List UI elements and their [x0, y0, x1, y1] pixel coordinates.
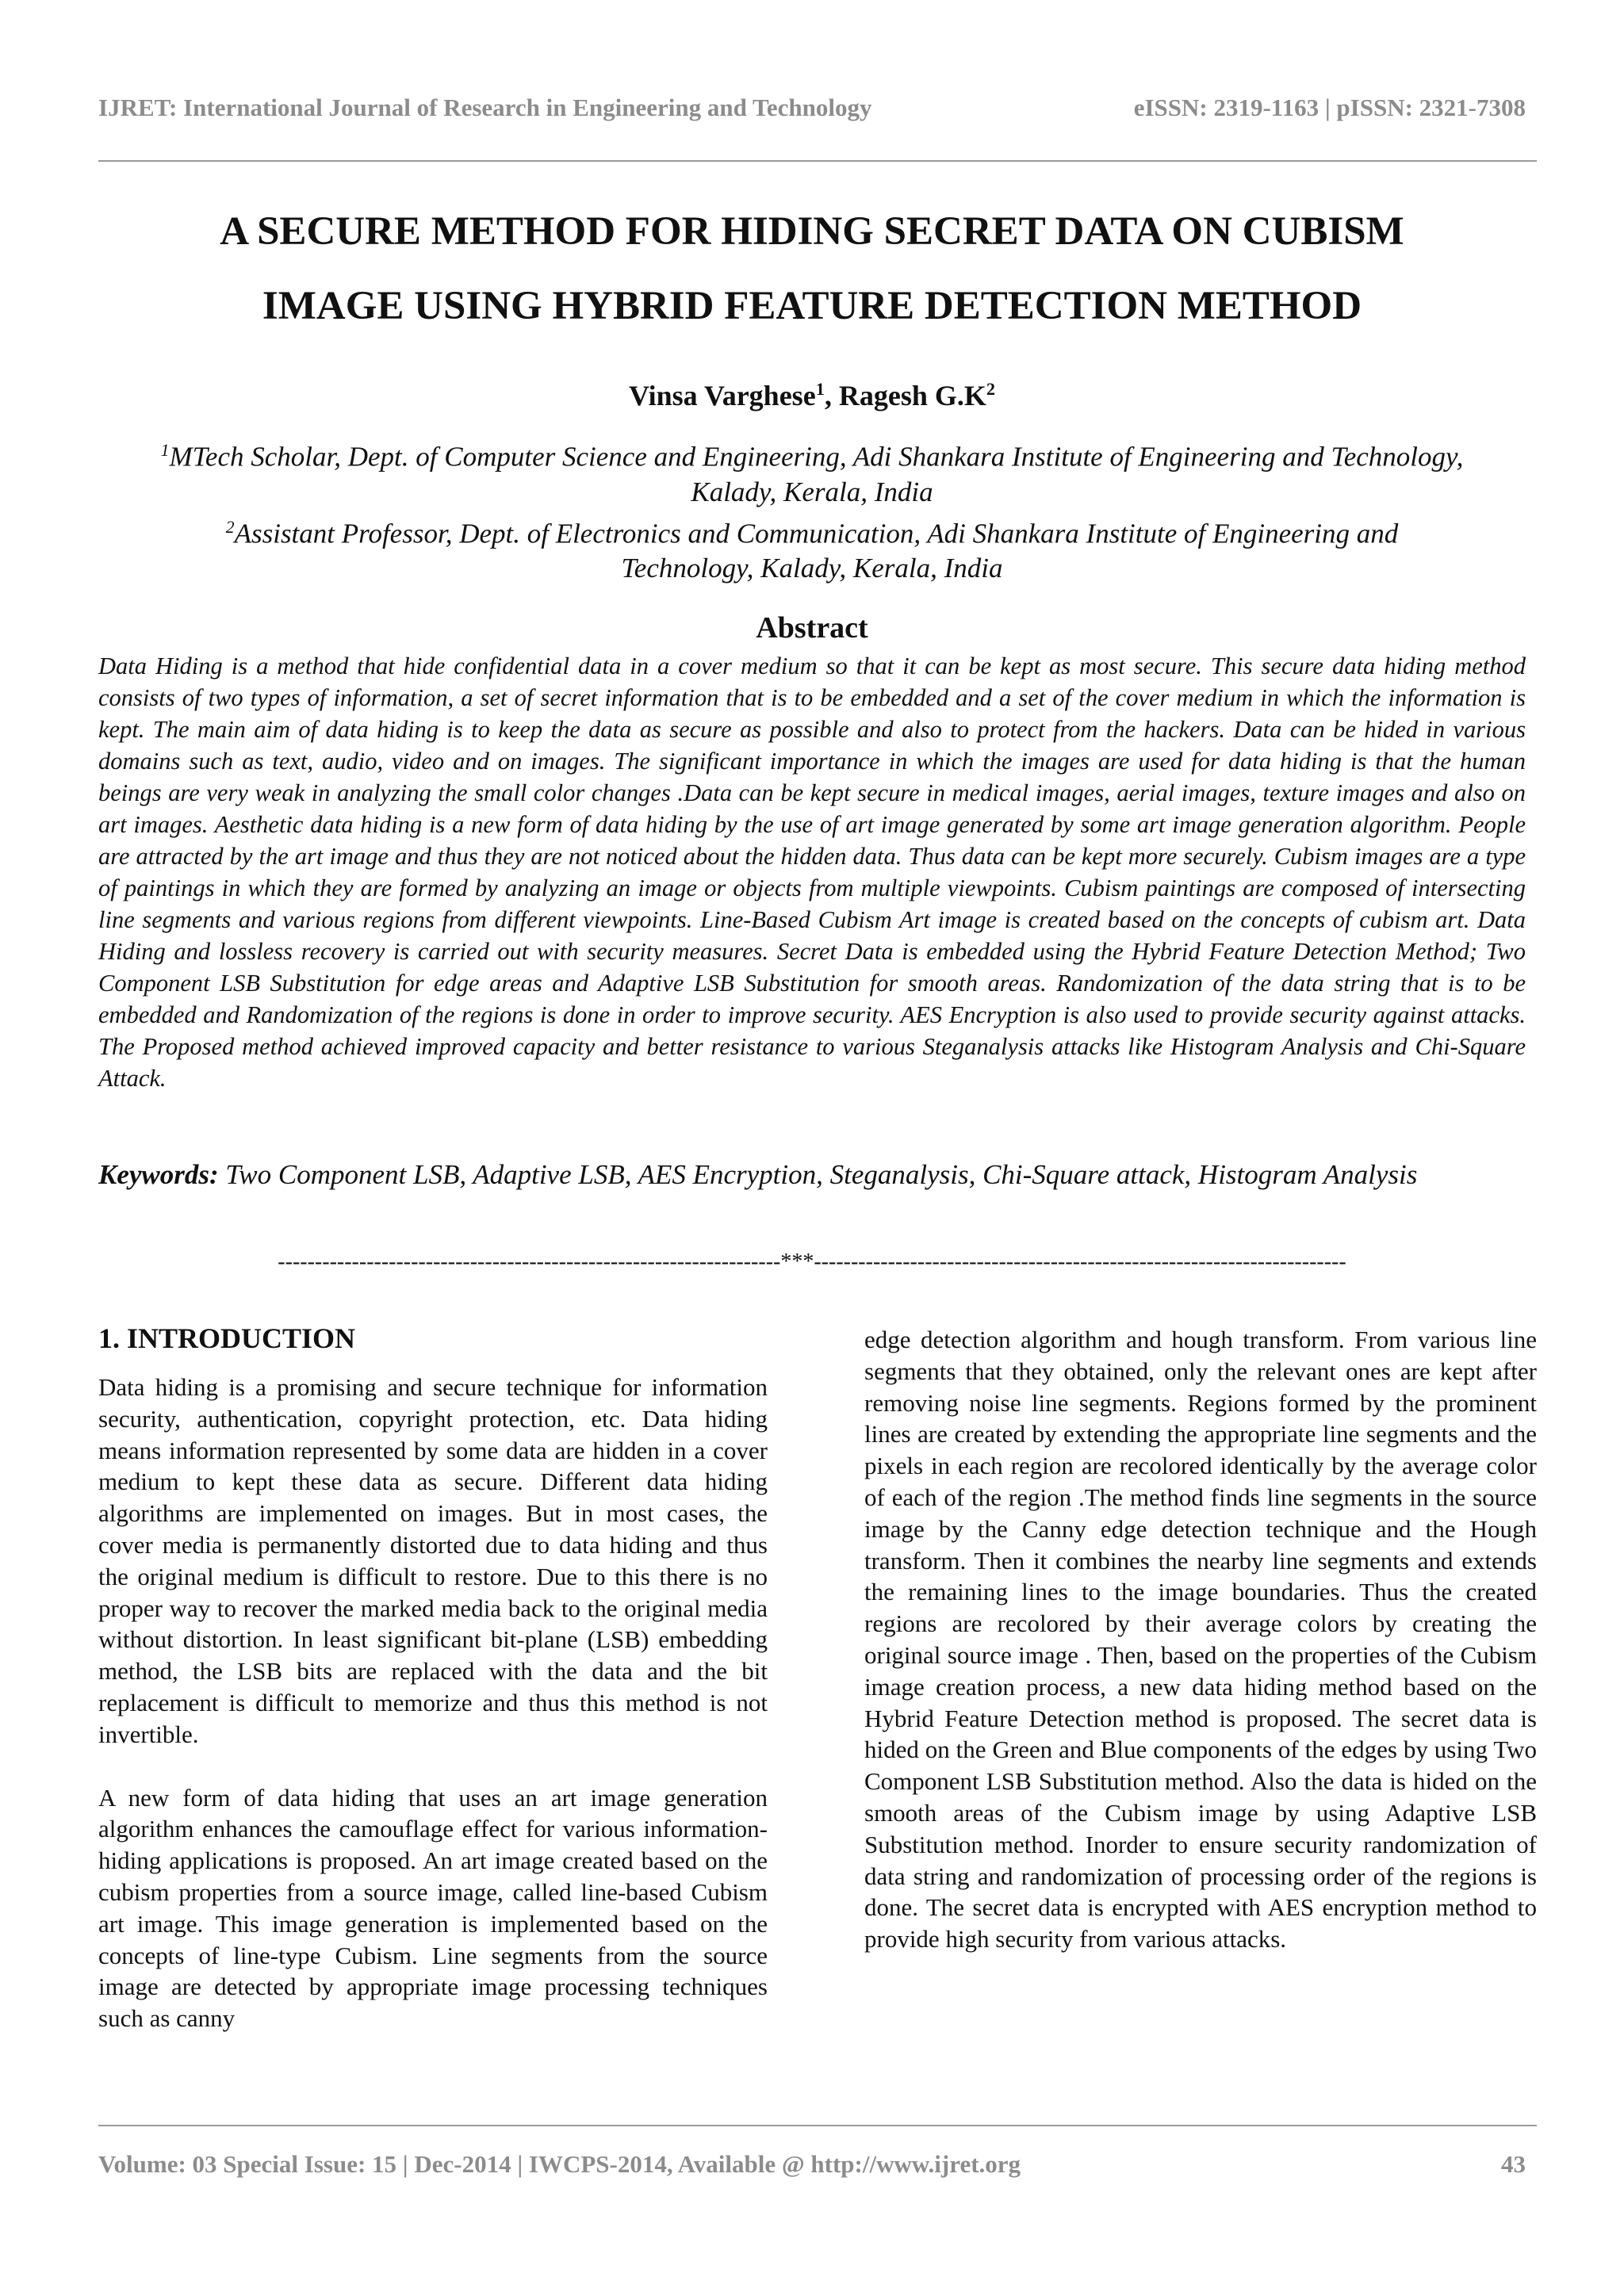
author-2-affil-mark: 2	[986, 379, 996, 399]
author-separator: ,	[824, 380, 839, 411]
running-header	[98, 94, 1526, 122]
affiliation-1-mark: 1	[160, 441, 170, 460]
journal-name: IJRET: International Journal of Research in Engineering and Technology	[98, 94, 872, 121]
paragraph: Data hiding is a promising and secure technique for information security, authentication, copyright protection, etc. Data hiding means information represented by some data are hidden in a cover medium to kept these data as secure. Different data hiding algorithms are implemented on images. But in most cases, the cover media is permanently distorted due to data hiding and thus the original medium is difficult to restore. Due to this there is no proper way to recover the marked media back to the original media without distortion. In least significant bit-plane (LSB) embedding method, the LSB bits are replaced with the data and the bit replacement is difficult to memorize and thus this method is not invertible.	[98, 1373, 768, 1748]
paragraph: edge detection algorithm and hough transform. From various line segments that they obtained, only the relevant ones are kept after removing noise line segments. Regions formed by the prominent lines are created by extending the appropriate line segments and the pixels in each region are recolored identically by the average color of each of the region .The method finds line segments in the source image by the Canny edge detection technique and the Hough transform. Then it combines the nearby line segments and extends the remaining lines to the image boundaries. Thus the created regions are recolored by their average colors by creating the original source image . Then, based on the properties of the Cubism image creation process, a new data hiding method based on the Hybrid Feature Detection method is proposed. The secret data is hided on the Green and Blue components of the edges by using Two Component LSB Substitution method. Also the data is hided on the smooth areas of the Cubism image by using Adaptive LSB Substitution method. Inorder to ensure security randomization of data string and randomization of processing order of the regions is done. The secret data is encrypted with AES encryption method to provide high security from various attacks.	[864, 1326, 1537, 1954]
affiliation-2-mark: 2	[225, 517, 235, 537]
left-column	[98, 1319, 768, 2066]
affiliation-1-text: MTech Scholar, Dept. of Computer Science and Engineering, Adi Shankara Institute of Engineering and Technology,	[169, 441, 1464, 473]
right-column	[864, 1324, 1537, 1987]
affiliation-2-text: Assistant Professor, Dept. of Electronics and Communication, Adi Shankara Institute of Engineering and	[234, 518, 1399, 549]
page-footer	[98, 2150, 1526, 2179]
keywords-label: Keywords:	[98, 1159, 219, 1190]
page-number: 43	[1501, 2150, 1526, 2178]
author-2: Ragesh G.K	[838, 380, 986, 411]
issn-info: eISSN: 2319-1163 | pISSN: 2321-7308	[1133, 94, 1526, 121]
header-divider	[98, 160, 1537, 162]
author-1-affil-mark: 1	[815, 379, 825, 399]
paragraph: A new form of data hiding that uses an art image generation algorithm enhances the camouflage effect for various information-hiding applications is proposed. An art image created based on the cubism properties from a source image, called line-based Cubism art image. This image generation is implemented based on the concepts of line-type Cubism. Line segments from the source image are detected by appropriate image processing techniques such as canny	[98, 1783, 768, 2033]
affiliation-1-line-2: Kalady, Kerala, India	[691, 476, 933, 507]
title-line-1: A SECURE METHOD FOR HIDING SECRET DATA ON CUBISM	[220, 209, 1404, 254]
affiliation-2-line-1	[98, 510, 1526, 552]
author-1: Vinsa Varghese	[628, 380, 816, 411]
affiliation-2-line-2: Technology, Kalady, Kerala, India	[621, 553, 1003, 584]
keywords	[98, 1150, 1526, 1200]
author-list	[98, 379, 1526, 412]
abstract-text: Data Hiding is a method that hide confidential data in a cover medium so that it can be kept as most secure. This secure data hiding method consists of two types of information, a set of secret information that is to be embedded and a set of the cover medium in which the information is kept. The main aim of data hiding is to keep the data as secure as possible and also to protect from the hackers. Data can be hided in various domains such as text, audio, video and on images. The significant importance in which the images are used for data hiding is that the human beings are very weak in analyzing the small color changes .Data can be kept secure in medical images, aerial images, texture images and also on art images. Aesthetic data hiding is a new form of data hiding by the use of art image generated by some art image generation algorithm. People are attracted by the art image and thus they are not noticed about the hidden data. Thus data can be kept more securely. Cubism images are a type of paintings in which they are formed by analyzing an image or objects from multiple viewpoints. Cubism paintings are composed of intersecting line segments and various regions from different viewpoints. Line-Based Cubism Art image is created based on the concepts of cubism art. Data Hiding and lossless recovery is carried out with security measures. Secret Data is embedded using the Hybrid Feature Detection Method; Two Component LSB Substitution for edge areas and Adaptive LSB Substitution for smooth areas. Randomization of the data string that is to be embedded and Randomization of the regions is done in order to improve security. AES Encryption is also used to provide security against attacks. The Proposed method achieved improved capacity and better resistance to various Steganalysis attacks like Histogram Analysis and Chi-Square Attack.	[98, 652, 1526, 1092]
abstract-heading: Abstract	[756, 611, 868, 645]
section-heading-introduction: 1. INTRODUCTION	[98, 1322, 356, 1354]
affiliation-1-line-1	[98, 433, 1526, 475]
paper-title	[98, 194, 1526, 343]
footer-divider	[98, 2125, 1537, 2126]
keywords-list: Two Component LSB, Adaptive LSB, AES Encryption, Steganalysis, Chi-Square attack, Histogram Analysis	[218, 1159, 1418, 1190]
affiliations	[98, 433, 1526, 586]
section-separator: --------------------------------------------------------------------***------------------------------------------------------------------------	[278, 1249, 1346, 1274]
title-line-2: IMAGE USING HYBRID FEATURE DETECTION METHOD	[262, 284, 1362, 328]
volume-info: Volume: 03 Special Issue: 15 | Dec-2014 | IWCPS-2014, Available @ http://www.ijret.org	[98, 2150, 1021, 2178]
